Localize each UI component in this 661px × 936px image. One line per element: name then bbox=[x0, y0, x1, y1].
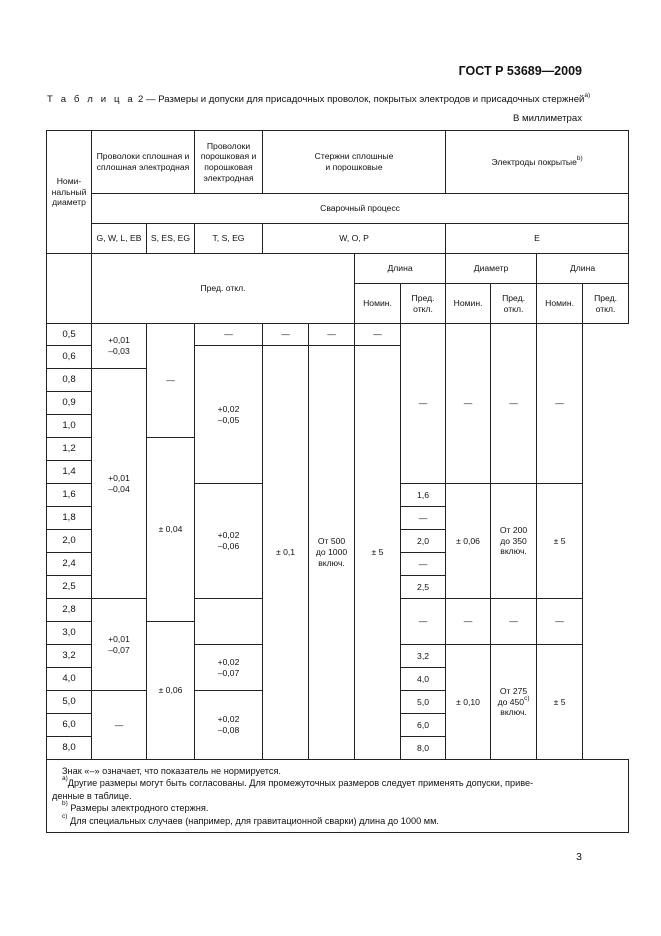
diameter-cell: 1,8 bbox=[47, 507, 92, 530]
flux-tolerance: ± 0,04 bbox=[147, 438, 195, 622]
electrode-nominal: 1,6 bbox=[401, 484, 446, 507]
rod-length: — bbox=[309, 324, 355, 346]
solid-tolerance: +0,01 –0,07 bbox=[92, 599, 147, 691]
process-5: E bbox=[446, 224, 629, 254]
rod-length-tolerance: ± 5 bbox=[355, 346, 401, 760]
diameter-cell: 8,0 bbox=[47, 737, 92, 760]
flux-tolerance: ± 0,06 bbox=[147, 622, 195, 760]
table-notes bbox=[47, 760, 629, 833]
document-id: ГОСТ Р 53689—2009 bbox=[458, 64, 582, 78]
electrode-length: От 200 до 350 включ. bbox=[491, 484, 537, 599]
nominal-diameter-header: Номи- нальный диаметр bbox=[47, 131, 92, 254]
electrode-nominal: 4,0 bbox=[401, 668, 446, 691]
rod-length: От 500 до 1000 включ. bbox=[309, 346, 355, 760]
tolerance-header: Пред. откл. bbox=[92, 254, 355, 324]
solid-wire-header: Проволоки сплошная и сплошная электродная bbox=[92, 131, 195, 194]
units-label: В миллиметрах bbox=[512, 113, 582, 124]
electrode-nominal: — bbox=[401, 553, 446, 576]
diameter-cell: 2,8 bbox=[47, 599, 92, 622]
diameter-cell: 2,4 bbox=[47, 553, 92, 576]
solid-tolerance: — bbox=[92, 691, 147, 760]
flux2-tolerance bbox=[195, 599, 263, 645]
electrode-nominal: 8,0 bbox=[401, 737, 446, 760]
diameter-cell: 4,0 bbox=[47, 668, 92, 691]
electrode-nominal: 2,5 bbox=[401, 576, 446, 599]
welding-process-header: Сварочный процесс bbox=[92, 194, 629, 224]
process-2: S, ES, EG bbox=[147, 224, 195, 254]
flux2-tolerance: +0,02 –0,08 bbox=[195, 691, 263, 760]
diameter-cell: 0,9 bbox=[47, 392, 92, 415]
diameter-cell: 2,5 bbox=[47, 576, 92, 599]
page-number: 3 bbox=[576, 851, 582, 863]
electrode-diameter-header: Диаметр bbox=[446, 254, 537, 284]
electrode-nominal: — bbox=[401, 324, 446, 484]
electrode-diameter-nominal-header: Номин. bbox=[446, 284, 491, 324]
flux2-tolerance: +0,02 –0,07 bbox=[195, 645, 263, 691]
electrode-length-header: Длина bbox=[537, 254, 629, 284]
electrode-nominal: 5,0 bbox=[401, 691, 446, 714]
note-c: $^{c)}$ Для специальных случаев (например, для гравитационной сварки) длина до 1000 мм. bbox=[62, 812, 439, 826]
electrode-diameter-tol-header: Пред. откл. bbox=[491, 284, 537, 324]
rod-length-nominal-header: Номин. bbox=[355, 284, 401, 324]
diameter-cell: 6,0 bbox=[47, 714, 92, 737]
dimensions-table bbox=[46, 130, 629, 833]
electrode-diameter-tolerance: ± 0,06 bbox=[446, 484, 491, 599]
electrode-length: — bbox=[491, 599, 537, 645]
diameter-cell: 0,5 bbox=[47, 324, 92, 346]
rod-length-header: Длина bbox=[355, 254, 446, 284]
note-b: $^{b)}$ Размеры электродного стержня. bbox=[62, 800, 209, 814]
solid-tolerance: +0,01 –0,04 bbox=[92, 369, 147, 599]
table-caption: Т а б л и ц а 2 — Размеры и допуски для присадочных проволок, покрытых электродов и присадочных стержней$^{a)}$ bbox=[47, 92, 591, 105]
electrode-length-tolerance: — bbox=[537, 324, 583, 484]
process-4: W, O, P bbox=[263, 224, 446, 254]
process-3: T, S, EG bbox=[195, 224, 263, 254]
electrode-nominal: 3,2 bbox=[401, 645, 446, 668]
blank-header-cell bbox=[47, 254, 92, 324]
electrode-diameter-tolerance: ± 0,10 bbox=[446, 645, 491, 760]
process-1: G, W, L, EB bbox=[92, 224, 147, 254]
electrode-nominal: — bbox=[401, 599, 446, 645]
rod-tolerance: — bbox=[263, 324, 309, 346]
solid-tolerance: +0,01 –0,03 bbox=[92, 324, 147, 369]
electrode-diameter-tolerance: — bbox=[446, 599, 491, 645]
electrodes-header: Электроды покрытые$^{b)}$ bbox=[446, 131, 629, 194]
electrode-length: От 275 до 450$^{c)}$ включ. bbox=[491, 645, 537, 760]
diameter-cell: 1,2 bbox=[47, 438, 92, 461]
electrode-length-tolerance: — bbox=[537, 599, 583, 645]
rods-header: Стержни сплошные и порошковые bbox=[263, 131, 446, 194]
rod-length-tol-header: Пред. откл. bbox=[401, 284, 446, 324]
note-a-cont: денные в таблице. bbox=[52, 790, 132, 801]
electrode-diameter-tolerance: — bbox=[446, 324, 491, 484]
diameter-cell: 3,0 bbox=[47, 622, 92, 645]
electrode-nominal: — bbox=[401, 507, 446, 530]
diameter-cell: 0,8 bbox=[47, 369, 92, 392]
electrode-length-tolerance: ± 5 bbox=[537, 484, 583, 599]
diameter-cell: 2,0 bbox=[47, 530, 92, 553]
rod-length-tolerance: — bbox=[355, 324, 401, 346]
electrode-length-tol-header: Пред. откл. bbox=[583, 284, 629, 324]
electrode-length: — bbox=[491, 324, 537, 484]
electrode-length-tolerance: ± 5 bbox=[537, 645, 583, 760]
note-dash: Знак «–» означает, что показатель не нормируется. bbox=[62, 766, 281, 776]
note-a: $^{a)}$Другие размеры могут быть согласованы. Для промежуточных размеров следует применять допуски, приве- bbox=[62, 775, 534, 789]
diameter-cell: 3,2 bbox=[47, 645, 92, 668]
flux2-tolerance: +0,02 –0,05 bbox=[195, 346, 263, 484]
diameter-cell: 1,0 bbox=[47, 415, 92, 438]
flux2-tolerance: — bbox=[195, 324, 263, 346]
diameter-cell: 0,6 bbox=[47, 346, 92, 369]
flux-wire-header: Проволоки порошковая и порошковая электродная bbox=[195, 131, 263, 194]
diameter-cell: 1,6 bbox=[47, 484, 92, 507]
electrode-nominal: 6,0 bbox=[401, 714, 446, 737]
rod-tolerance: ± 0,1 bbox=[263, 346, 309, 760]
flux2-tolerance: +0,02 –0,06 bbox=[195, 484, 263, 599]
electrode-length-nominal-header: Номин. bbox=[537, 284, 583, 324]
diameter-cell: 5,0 bbox=[47, 691, 92, 714]
diameter-cell: 1,4 bbox=[47, 461, 92, 484]
electrode-nominal: 2,0 bbox=[401, 530, 446, 553]
flux-tolerance: — bbox=[147, 324, 195, 438]
